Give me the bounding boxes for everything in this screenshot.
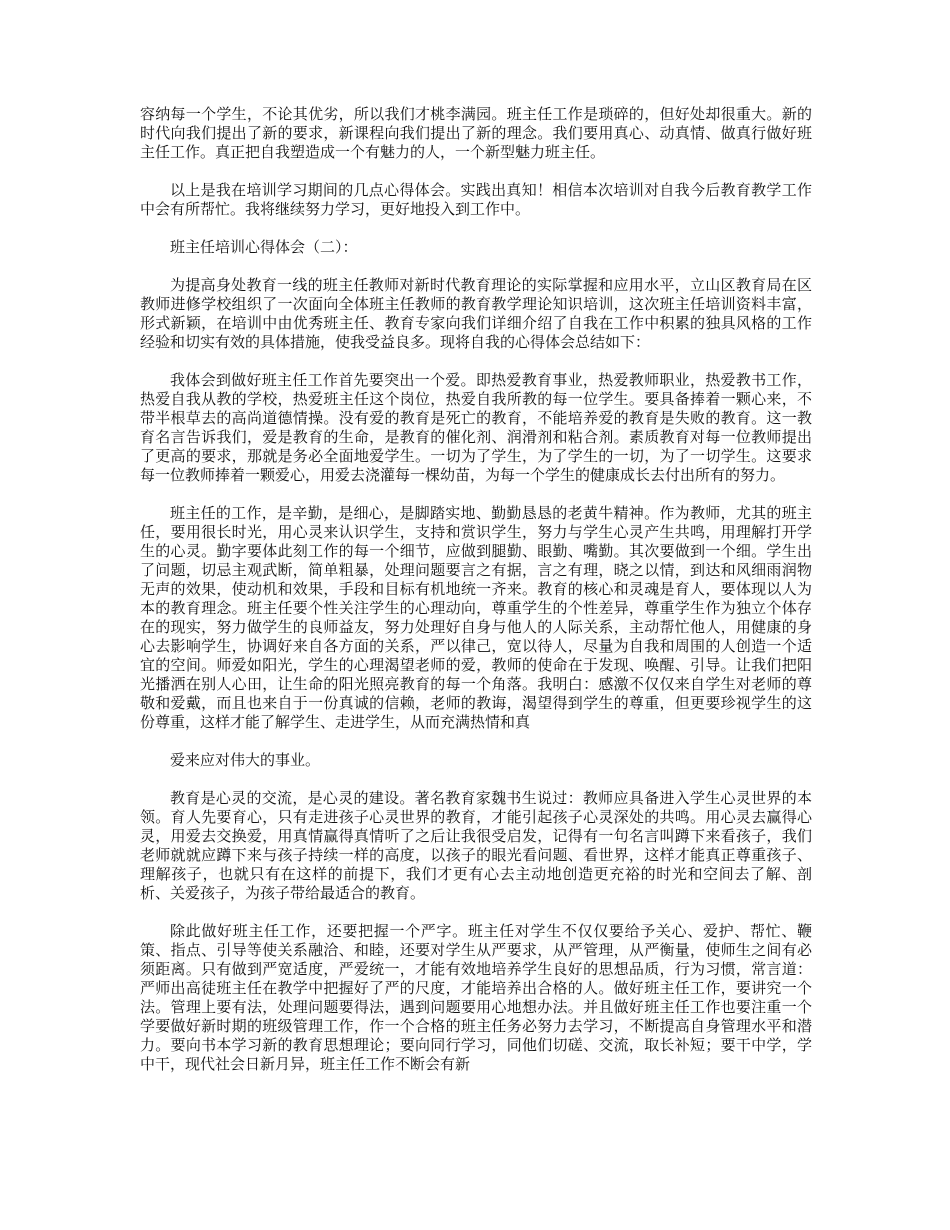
paragraph-continuation: 容纳每一个学生，不论其优劣，所以我们才桃李满园。班主任工作是琐碎的，但好处却很重大。新的时代向我们提出了新的要求，新课程向我们提出了新的理念。我们要用真心、动真情、做真行做好班主任工作。真正把自我塑造成一个有魅力的人，一个新型魅力班主任。 xyxy=(140,105,812,161)
paragraph-diligence: 班主任的工作，是辛勤，是细心，是脚踏实地、勤勤恳恳的老黄牛精神。作为教师，尤其的班主任，要用很长时光，用心灵来认识学生，支持和赏识学生，努力与学生心灵产生共鸣，用理解打开学生的心灵。勤字要体此刻工作的每一个细节，应做到腿勤、眼勤、嘴勤。其次要做到一个细。学生出了问题，切忌主观武断，简单粗暴，处理问题要言之有据，言之有理，晓之以情，到达和风细雨润物无声的效果，使动机和效果，手段和目标有机地统一齐来。教育的核心和灵魂是育人，要体现以人为本的教育理念。班主任要个性关注学生的心理动向，尊重学生的个性差异，尊重学生作为独立个体存在的现实，努力做学生的良师益友，努力处理好自身与他人的人际关系，主动帮忙他人，用健康的身心去影响学生，协调好来自各方面的关系，严以律己，宽以待人，尽量为自我和周围的人创造一个适宜的空间。师爱如阳光，学生的心理渴望老师的爱，教师的使命在于发现、唤醒、引导。让我们把阳光播洒在别人心田，让生命的阳光照亮教育的每一个角落。我明白：感激不仅仅来自学生对老师的尊敬和爱戴，而且也来自于一份真诚的信赖，老师的教诲，渴望得到学生的尊重，但更要珍视学生的这份尊重，这样才能了解学生、走进学生，从而充满热情和真 xyxy=(140,504,812,731)
paragraph-communication: 教育是心灵的交流，是心灵的建设。著名教育家魏书生说过：教师应具备进入学生心灵世界的本领。育人先要育心，只有走进孩子心灵世界的教育，才能引起孩子心灵深处的共鸣。用心灵去赢得心灵，用爱去交换爱，用真情赢得真情听了之后让我很受启发，记得有一句名言叫蹲下来看孩子，我们老师就就应蹲下来与孩子持续一样的高度，以孩子的眼光看问题、看世界，这样才能真正尊重孩子、理解孩子，也就只有在这样的前提下，我们才更有心去主动地创造更充裕的时光和空间去了解、剖析、关爱孩子，为孩子带给最适合的教育。 xyxy=(140,789,812,902)
paragraph-fragment: 爱来应对伟大的事业。 xyxy=(170,751,321,769)
section-heading: 班主任培训心得体会（二）： xyxy=(170,238,358,256)
paragraph-strictness: 除此做好班主任工作，还要把握一个严字。班主任对学生不仅仅要给予关心、爱护、帮忙、鞭策、指点、引导等使关系融洽、和睦，还要对学生从严要求，从严管理，从严衡量，使师生之间有必须距离。只有做到严宽适度，严爱统一，才能有效地培养学生良好的思想品质，行为习惯，常言道：严师出高徒班主任在教学中把握好了严的尺度，才能培养出合格的人。做好班主任工作，要讲究一个法。管理上要有法，处理问题要得法，遇到问题要用心地想办法。并且做好班主任工作也要注重一个学要做好新时期的班级管理工作，作一个合格的班主任务必努力去学习，不断提高自身管理水平和潜力。要向书本学习新的教育思想理论；要向同行学习，同他们切磋、交流，取长补短；要干中学，学中干，现代社会日新月异，班主任工作不断会有新 xyxy=(140,922,812,1073)
paragraph-intro: 为提高身处教育一线的班主任教师对新时代教育理论的实际掌握和应用水平，立山区教育局在区教师进修学校组织了一次面向全体班主任教师的教育教学理论知识培训，这次班主任培训资料丰富，形式新颖，在培训中由优秀班主任、教育专家向我们详细介绍了自我在工作中积累的独具风格的工作经验和切实有效的具体措施，使我受益良多。现将自我的心得体会总结如下： xyxy=(140,276,812,351)
paragraph-love: 我体会到做好班主任工作首先要突出一个爱。即热爱教育事业，热爱教师职业，热爱教书工作，热爱自我从教的学校，热爱班主任这个岗位，热爱自我所教的每一位学生。要具备捧着一颗心来，不带半根草去的高尚道德情操。没有爱的教育是死亡的教育，不能培养爱的教育是失败的教育。这一教育名言告诉我们，爱是教育的生命，是教育的催化剂、润滑剂和粘合剂。素质教育对每一位教师提出了更高的要求，那就是务必全面地爱学生。一切为了学生，为了学生的一切，为了一切学生。这要求每一位教师捧着一颗爱心，用爱去浇灌每一棵幼苗，为每一个学生的健康成长去付出所有的努力。 xyxy=(140,371,812,484)
paragraph-summary: 以上是我在培训学习期间的几点心得体会。实践出真知！相信本次培训对自我今后教育教学工作中会有所帮忙。我将继续努力学习，更好地投入到工作中。 xyxy=(140,181,812,218)
document-body xyxy=(140,105,812,1074)
